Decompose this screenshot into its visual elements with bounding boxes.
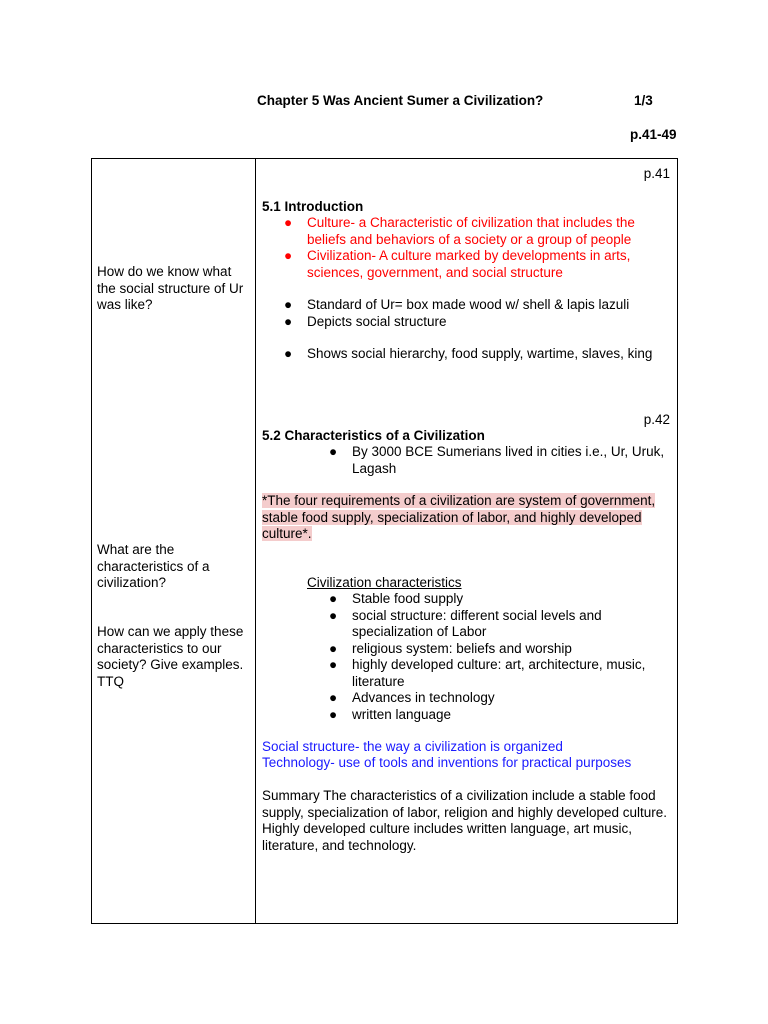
page-ref-41: p.41	[643, 166, 670, 181]
list-item: ● Shows social hierarchy, food supply, wartime, slaves, king	[284, 346, 653, 361]
section-5-1-notes	[262, 297, 672, 330]
highlighted-requirements	[262, 493, 672, 543]
list-item: ● written language	[329, 706, 452, 722]
summary-paragraph: Summary The characteristics of a civilization include a stable food supply, specialization of labor, religion and highly developed culture. Highly developed culture includes written language, art music, literature, and technology.	[262, 788, 668, 853]
section-5-1-title: 5.1 Introduction	[262, 199, 364, 214]
list-item: ● Civilization- A culture marked by developments in arts, sciences, government, and social structure	[284, 248, 631, 280]
page-ref-42: p.42	[643, 412, 670, 427]
page-count: 1/3	[634, 93, 653, 108]
list-item: ● Standard of Ur= box made wood w/ shell & lapis lazuli	[284, 297, 630, 312]
list-item: ● social structure: different social levels and specialization of Labor	[329, 607, 602, 639]
chapter-title: Chapter 5 Was Ancient Sumer a Civilization?	[257, 93, 544, 108]
characteristics-heading-wrap	[262, 575, 672, 592]
characteristics-list	[262, 591, 672, 723]
definition-social-structure: Social structure- the way a civilization is organized	[262, 739, 563, 754]
section-5-2-title: 5.2 Characteristics of a Civilization	[262, 428, 485, 443]
list-item: ● Advances in technology	[329, 690, 495, 705]
list-item: ● religious system: beliefs and worship	[329, 640, 572, 656]
question-social-structure: How do we know what the social structure of Ur was like?	[97, 264, 244, 312]
list-item: ● Depicts social structure	[284, 313, 447, 329]
question-characteristics: What are the characteristics of a civilization?	[97, 542, 210, 590]
question-apply: How can we apply these characteristics to our society? Give examples. TTQ	[97, 624, 244, 689]
characteristics-heading: Civilization characteristics	[307, 575, 462, 590]
list-item: ● Stable food supply	[329, 591, 464, 606]
page-range: p.41-49	[630, 127, 677, 142]
highlight-text: *The four requirements of a civilization are system of government, stable food supply, specialization of labor, and highly developed culture*.	[262, 493, 656, 541]
list-item: ● By 3000 BCE Sumerians lived in cities i.e., Ur, Uruk, Lagash	[329, 444, 665, 476]
list-item: ● highly developed culture: art, architecture, music, literature	[329, 657, 646, 689]
column-divider	[255, 158, 256, 924]
list-item: ● Culture- a Characteristic of civilization that includes the beliefs and behaviors of a society or a group of people	[284, 215, 635, 247]
section-5-1-notes-2	[262, 346, 672, 363]
section-5-2-notes	[262, 444, 672, 477]
definition-technology: Technology- use of tools and inventions for practical purposes	[262, 755, 632, 770]
section-5-1-definitions	[262, 215, 672, 281]
